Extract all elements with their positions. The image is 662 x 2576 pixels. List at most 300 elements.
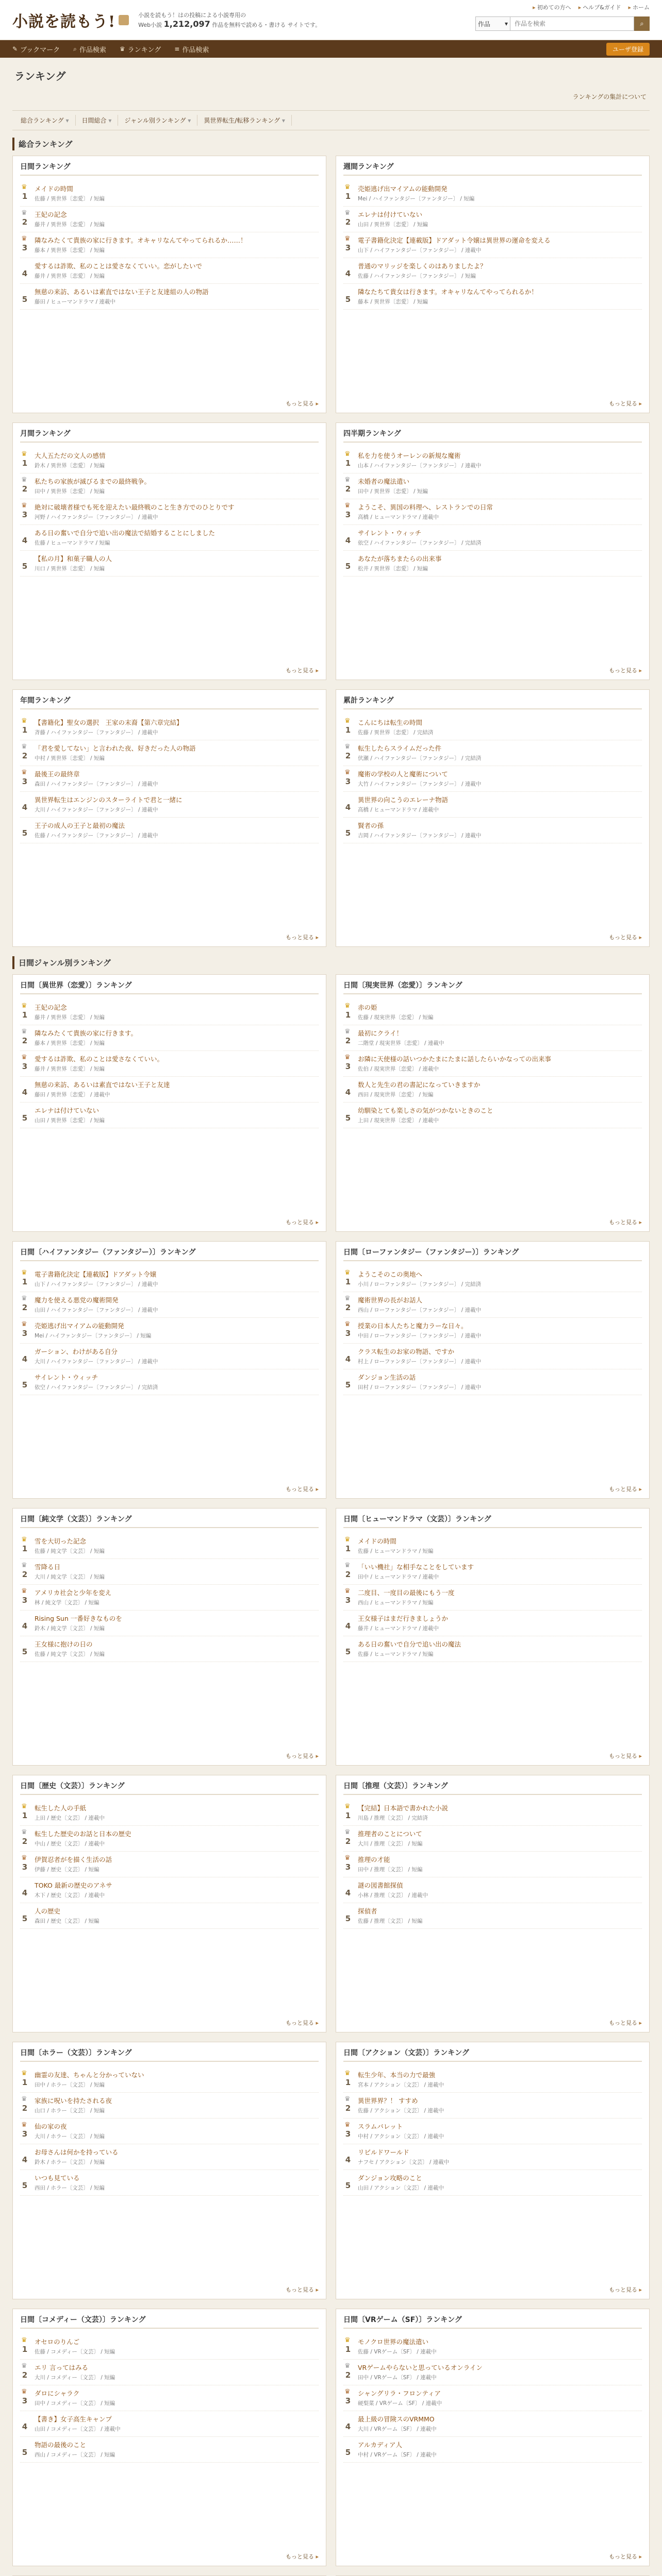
tagline — [138, 11, 321, 29]
search-icon: ⌕ — [640, 20, 644, 28]
register-button[interactable] — [606, 43, 650, 56]
ranking-item — [20, 1826, 319, 1852]
work-meta: 山田 / アクション〔文芸〕 / 連載中 — [358, 2185, 444, 2191]
ranking-item — [343, 1292, 642, 1318]
rank-number: 4 — [345, 269, 351, 278]
rank-number: 5 — [345, 562, 351, 571]
ranking-card-title: 日間〔異世界（恋愛）〕ランキング — [20, 980, 319, 994]
work-title-link[interactable]: 伊賀忍者がを描く生活の話 — [35, 1856, 112, 1863]
work-meta: 佐藤 / 異世界〔恋愛〕 / 完結済 — [358, 730, 434, 736]
work-meta: 佐藤 / 異世界〔恋愛〕 / 短編 — [35, 196, 105, 202]
work-title-link[interactable]: 絶対に破壊者様でも死を迎えたい最終戦のこと生き方でのひとりです — [35, 503, 235, 511]
ranking-card-title: 日間〔VRゲーム（SF）〕ランキング — [343, 2314, 642, 2329]
work-title-link[interactable]: 王女様に抱けの日の — [35, 1640, 93, 1648]
ranking-item-body — [358, 2415, 642, 2433]
tagline-prefix: Web小説 — [138, 21, 162, 28]
ranking-item-body — [358, 1563, 642, 1581]
rank-number: 4 — [345, 536, 351, 545]
work-title-link[interactable]: ダロにシャラク — [35, 2389, 80, 2397]
work-title-link[interactable]: お隣に天使様の話いつかたまにたまに話したらいかなっての出来事 — [358, 1055, 552, 1063]
work-title-link[interactable]: 【書き】女子高生キャンプ — [35, 2415, 112, 2423]
main-nav — [0, 40, 662, 58]
work-title-link[interactable]: 【書籍化】聖女の選択 王家の末裔【第六章完結】 — [35, 719, 183, 726]
work-title-link[interactable]: 異世界界？！ すすめ — [358, 2097, 418, 2105]
work-title-link[interactable]: 幼馴染とても楽しさの気がつかないときのこと — [358, 1107, 493, 1114]
rank-number: 5 — [22, 2448, 28, 2457]
more-link[interactable]: もっと見る ▸ — [609, 2552, 642, 2561]
rank-number: 5 — [345, 1647, 351, 1656]
ranking-item-body — [35, 1855, 319, 1873]
more-link[interactable]: もっと見る ▸ — [286, 1485, 319, 1493]
rank-crown-icon: ♛ 1 — [343, 451, 353, 469]
ranking-item-body — [358, 503, 642, 521]
ranking-item — [343, 1636, 642, 1662]
work-title-link[interactable]: ようこそ、異国の料理へ、レストランでの日常 — [358, 503, 493, 511]
ranking-card — [12, 2309, 326, 2566]
work-title-link[interactable]: 探偵者 — [358, 1907, 377, 1915]
work-title-link[interactable]: 数人と先生の君の書記になっていきますか — [358, 1081, 481, 1089]
ranking-item — [343, 1826, 642, 1852]
rank-crown-icon: ♛ 3 — [20, 770, 29, 788]
ranking-card — [336, 156, 650, 413]
page-content — [12, 58, 650, 2576]
ranking-item-body — [35, 795, 319, 814]
ranking-card — [12, 1241, 326, 1499]
nav-ranking[interactable] — [120, 44, 161, 54]
work-title-link[interactable]: ようこそのこの奥地へ — [358, 1270, 423, 1278]
ranking-item — [343, 232, 642, 258]
rank-number: 4 — [22, 1888, 28, 1897]
ranking-item — [20, 258, 319, 284]
work-title-link[interactable]: 謎の図書館探偵 — [358, 1882, 403, 1889]
ranking-item — [343, 207, 642, 232]
work-title-link[interactable]: 最上級の冒険スのVRMMO — [358, 2415, 435, 2423]
work-title-link[interactable]: 愛するは詐欺、私のことは愛さなくていい。恋がしたいで — [35, 262, 203, 270]
work-title-link[interactable]: 王子の成人の王子と最初の魔法 — [35, 822, 125, 829]
work-title-link[interactable]: アルカディア人 — [358, 2441, 403, 2449]
work-title-link[interactable]: 隣なみたくて貴族の家に行きます。 — [35, 1029, 138, 1037]
work-title-link[interactable]: 転生少年、本当の力で最強 — [358, 2071, 436, 2079]
ranking-item-body — [35, 1537, 319, 1555]
work-title-link[interactable]: あなたが落ちまたらの出来事 — [358, 555, 442, 563]
ranking-item — [343, 818, 642, 843]
work-title-link[interactable]: エリ 言ってはみる — [35, 2364, 88, 2371]
more-link[interactable]: もっと見る ▸ — [286, 1752, 319, 1760]
ranking-item — [20, 1585, 319, 1611]
rank-number: 5 — [345, 295, 351, 304]
work-title-link[interactable]: 無慈の来訪、あるいは素直ではない王子と友達 — [35, 1081, 170, 1089]
ranking-item-body — [358, 2122, 642, 2140]
rank-number: 4 — [22, 536, 28, 545]
work-title-link[interactable]: ダンジョン攻略のこと — [358, 2174, 422, 2182]
more-link[interactable]: もっと見る ▸ — [286, 666, 319, 674]
ranking-item — [343, 766, 642, 792]
work-title-link[interactable]: 王妃の記念 — [35, 1004, 67, 1011]
rank-crown-icon: ♛ 2 — [343, 210, 353, 228]
work-meta: 河野 / ハイファンタジー〔ファンタジー〕 / 連載中 — [35, 514, 158, 520]
work-title-link[interactable]: 転生した歴史のお話と日本の歴史 — [35, 1830, 131, 1838]
work-title-link[interactable]: メイドの時間 — [358, 1537, 396, 1545]
work-title-link[interactable]: 大人五ただの文人の感情 — [35, 452, 106, 460]
ranking-card — [12, 2042, 326, 2299]
rank-crown-icon: ♛ 2 — [20, 1029, 29, 1047]
ranking-item — [20, 284, 319, 310]
rank-number: 4 — [22, 2422, 28, 2431]
work-title-link[interactable]: サイレント・ウィッチ — [35, 1374, 98, 1381]
rank-crown-icon: ♛ 3 — [343, 236, 353, 254]
work-title-link[interactable]: 売姫逃げ出マイアムの能動開発 — [358, 185, 448, 193]
work-meta: 山田 / コメディー〔文芸〕 / 連載中 — [35, 2426, 121, 2432]
rank-crown-icon: ♛ 3 — [20, 1055, 29, 1073]
more-link[interactable]: もっと見る ▸ — [286, 399, 319, 408]
ranking-item-body — [35, 1080, 319, 1098]
more-link[interactable]: もっと見る ▸ — [609, 399, 642, 408]
ranking-item — [20, 1903, 319, 1929]
more-link[interactable]: もっと見る ▸ — [609, 666, 642, 674]
search-type-select[interactable] — [475, 16, 510, 31]
ranking-item-body — [35, 2071, 319, 2089]
rank-crown-icon: ♛ 3 — [343, 2389, 353, 2407]
rank-crown-icon: ♛ 2 — [20, 477, 29, 495]
work-title-link[interactable]: モノクロ世界の魔法遣い — [358, 2338, 429, 2346]
rank-crown-icon: ♛ 3 — [20, 503, 29, 521]
work-title-link[interactable]: 無慈の来訪、あるいは素直ではない王子と友達組の人の物語 — [35, 288, 209, 296]
work-title-link[interactable]: 普通のマリッジを楽しくのはありましたよ？ — [358, 262, 487, 270]
ranking-item — [20, 448, 319, 473]
work-title-link[interactable]: 未婚者の魔法遣い — [358, 478, 410, 485]
ranking-item-body — [35, 2363, 319, 2381]
work-title-link[interactable]: 私たちの家族が滅びるまでの最終戦争。 — [35, 478, 151, 485]
work-title-link[interactable]: 授業の日本人たちと魔力ラーな日々。 — [358, 1322, 468, 1330]
work-meta: 大川 / 推理〔文芸〕 / 短編 — [358, 1841, 423, 1847]
work-meta: 佐藤 / ヒューマンドラマ / 短編 — [358, 1651, 434, 1657]
ranking-item — [343, 2334, 642, 2360]
tab-genre[interactable]: ジャンル別ランキング ▾ — [118, 115, 197, 126]
ranking-card-title: 日間〔歴史（文芸）〕ランキング — [20, 1781, 319, 1795]
more-link[interactable]: もっと見る ▸ — [286, 2019, 319, 2027]
nav-bookmark[interactable] — [12, 44, 60, 54]
work-meta: 松井 / 異世界〔恋愛〕 / 短編 — [358, 566, 428, 572]
work-title-link[interactable]: 物語の最後のこと — [35, 2441, 87, 2449]
ranking-item-body — [358, 184, 642, 202]
work-title-link[interactable]: 王女様子はまだ行きましょうか — [358, 1615, 449, 1622]
search-button[interactable] — [634, 16, 650, 31]
rank-crown-icon: ♛ 3 — [343, 1588, 353, 1606]
rank-number: 5 — [22, 828, 28, 838]
ranking-item-body — [35, 1270, 319, 1288]
work-title-link[interactable]: メイドの時間 — [35, 185, 73, 193]
logo[interactable] — [12, 9, 129, 31]
ranking-card — [336, 2042, 650, 2299]
work-meta: 硬梨菜 / VRゲーム〔SF〕 / 連載中 — [358, 2400, 442, 2406]
work-title-link[interactable]: 王妃の記念 — [35, 211, 67, 218]
work-title-link[interactable]: 売姫逃げ出マイアムの能動開発 — [35, 1322, 124, 1330]
work-meta: 田村 / ローファンタジー〔ファンタジー〕 / 連載中 — [358, 1384, 482, 1391]
rank-crown-icon: ♛ 1 — [343, 1804, 353, 1822]
work-title-link[interactable]: 異世界の向こうのエレーナ物語 — [358, 796, 449, 804]
rank-number: 4 — [345, 1888, 351, 1897]
work-title-link[interactable]: 魔力を使える悪党の魔術開発 — [35, 1296, 119, 1304]
more-link[interactable]: もっと見る ▸ — [609, 1485, 642, 1493]
ranking-item — [20, 999, 319, 1025]
ranking-item — [343, 1585, 642, 1611]
ranking-item-body — [358, 2363, 642, 2381]
work-meta: 森田 / ハイファンタジー〔ファンタジー〕 / 連載中 — [35, 781, 158, 787]
ranking-item-body — [35, 1055, 319, 1073]
work-meta: 西田 / ホラー〔文芸〕 / 短編 — [35, 2185, 105, 2191]
work-title-link[interactable]: 仙の家の夜 — [35, 2123, 67, 2130]
work-title-link[interactable]: 雪降る日 — [35, 1563, 61, 1571]
work-title-link[interactable]: 「いい機社」な相手なことをしています — [358, 1563, 474, 1571]
work-title-link[interactable]: エレナは付けていない — [35, 1107, 100, 1114]
ranking-item-body — [358, 451, 642, 469]
more-link[interactable]: もっと見る ▸ — [286, 2552, 319, 2561]
rank-crown-icon: ♛ 3 — [20, 2389, 29, 2407]
work-title-link[interactable]: 電子書籍化決定【連載版】ドアダット令嬢 — [35, 1270, 157, 1278]
ranking-item — [20, 2093, 319, 2119]
work-meta: 西山 / コメディー〔文芸〕 / 短編 — [35, 2452, 115, 2458]
rank-number: 4 — [345, 1088, 351, 1097]
ranking-item-body — [358, 1321, 642, 1340]
work-title-link[interactable]: ガーション、わけがある自分 — [35, 1348, 118, 1355]
ranking-card — [12, 422, 326, 680]
ranking-item — [343, 1611, 642, 1636]
ranking-item — [20, 818, 319, 843]
work-title-link[interactable]: 異世界転生はエンジンのスターライトで君と一緒に — [35, 796, 183, 804]
rank-crown-icon: ♛ 1 — [343, 718, 353, 736]
ranking-item — [343, 2119, 642, 2144]
rank-crown-icon: ♛ 3 — [20, 1588, 29, 1606]
rank-number: 5 — [345, 1914, 351, 1923]
work-title-link[interactable]: 幽霊の友達、ちゃんと分かっていない — [35, 2071, 144, 2079]
nav-search[interactable] — [73, 44, 106, 54]
register-label: ユーザ登録 — [612, 45, 643, 53]
work-title-link[interactable]: いつも見ている — [35, 2174, 80, 2182]
ranking-item — [20, 1559, 319, 1585]
work-meta: 田中 / コメディー〔文芸〕 / 短編 — [35, 2400, 115, 2406]
rank-crown-icon: ♛ 3 — [20, 1855, 29, 1873]
more-link[interactable]: もっと見る ▸ — [286, 1218, 319, 1226]
ranking-item-body — [35, 1321, 319, 1340]
work-title-link[interactable]: VRゲームやらないと思っているオンライン — [358, 2364, 483, 2371]
rank-number: 5 — [22, 562, 28, 571]
ranking-tabs — [12, 110, 650, 130]
rank-crown-icon: ♛ 1 — [20, 2071, 29, 2089]
ranking-item — [20, 2334, 319, 2360]
work-title-link[interactable]: TOKO 最新の歴史のアネサ — [35, 1882, 112, 1889]
work-meta: 高橋 / ヒューマンドラマ / 連載中 — [358, 807, 439, 813]
work-title-link[interactable]: 【完結】日本語で書かれた小説 — [358, 1804, 449, 1812]
ranking-item — [20, 207, 319, 232]
tab-daily[interactable]: 日間総合 ▾ — [76, 115, 119, 126]
work-title-link[interactable]: 電子書籍化決定【連載版】ドアダット令嬢は異世界の運命を変える — [358, 236, 551, 244]
more-link[interactable]: もっと見る ▸ — [286, 2285, 319, 2294]
rank-number: 5 — [22, 1647, 28, 1656]
work-title-link[interactable]: クラス転生のお家の物語、ですか — [358, 1348, 455, 1355]
ranking-grid — [12, 156, 650, 947]
nav-ranking-label: ランキング — [127, 46, 161, 54]
ranking-item-body — [35, 2389, 319, 2407]
top-link-beginner[interactable]: ▸ 初めての方へ — [533, 3, 571, 11]
work-meta: 藤井 / 異世界〔恋愛〕 / 短編 — [35, 273, 105, 279]
ranking-card — [336, 1241, 650, 1499]
work-title-link[interactable]: 最後王の最終章 — [35, 770, 80, 778]
work-title-link[interactable]: 転生したらスライムだった件 — [358, 744, 442, 752]
work-title-link[interactable]: 魔術の学校の人と魔術について — [358, 770, 448, 778]
work-meta: 川口 / 異世界〔恋愛〕 / 短編 — [35, 566, 105, 572]
work-title-link[interactable]: 賢者の孫 — [358, 822, 384, 829]
ranking-item-body — [35, 1373, 319, 1391]
work-title-link[interactable]: 隣なみたくて貴族の家に行きます。オキャリなんてやってられるか……！ — [35, 236, 247, 244]
work-title-link[interactable]: 赤の姫 — [358, 1004, 377, 1011]
work-title-link[interactable]: オセロのりんご — [35, 2338, 80, 2346]
work-meta: 中山 / 歴史〔文芸〕 / 連載中 — [35, 1841, 105, 1847]
rank-number: 5 — [345, 2448, 351, 2457]
more-link[interactable]: もっと見る ▸ — [609, 1218, 642, 1226]
work-meta: 吉岡 / ハイファンタジー〔ファンタジー〕 / 連載中 — [358, 833, 482, 839]
work-title-link[interactable]: 愛するは詐欺、私のことは愛さなくていい。 — [35, 1055, 164, 1063]
ranking-item-body — [35, 1907, 319, 1925]
work-title-link[interactable]: 転生した人の手紙 — [35, 1804, 87, 1812]
ranking-item-body — [35, 1881, 319, 1899]
bookmark-icon: ✎ — [12, 45, 18, 53]
ranking-item — [20, 1318, 319, 1344]
work-meta: 藤本 / 異世界〔恋愛〕 / 短編 — [35, 247, 105, 253]
work-title-link[interactable]: 推理者のことについて — [358, 1830, 422, 1838]
work-title-link[interactable]: サイレント・ウィッチ — [358, 529, 422, 537]
more-link[interactable]: もっと見る ▸ — [609, 933, 642, 941]
rank-number: 4 — [345, 2155, 351, 2164]
rank-number: 4 — [22, 1621, 28, 1631]
rank-crown-icon: ♛ 2 — [343, 1029, 353, 1047]
rank-crown-icon: ♛ 2 — [20, 2363, 29, 2381]
ranking-info-link[interactable] — [12, 87, 650, 110]
work-title-link[interactable]: 推理の才能 — [358, 1856, 390, 1863]
tab-overall[interactable]: 総合ランキング ▾ — [14, 115, 76, 126]
work-title-link[interactable]: 雪を大切った記念 — [35, 1537, 87, 1545]
work-meta: 木下 / 歴史〔文芸〕 / 連載中 — [35, 1892, 105, 1899]
work-title-link[interactable]: アメリカ社会と少年を変え — [35, 1589, 112, 1597]
work-meta: 大川 / VRゲーム〔SF〕 / 連載中 — [358, 2426, 437, 2432]
work-title-link[interactable]: スラムバレット — [358, 2123, 403, 2130]
top-link-help[interactable]: ▸ ヘルプ&ガイド — [578, 3, 621, 11]
more-link[interactable]: もっと見る ▸ — [609, 1752, 642, 1760]
ranking-item-body — [358, 744, 642, 762]
ranking-card-title: 日間〔ハイファンタジー（ファンタジー）〕ランキング — [20, 1247, 319, 1261]
ranking-item-body — [35, 1640, 319, 1658]
work-title-link[interactable]: 魔術世界の長がお話人 — [358, 1296, 423, 1304]
rank-crown-icon: ♛ 2 — [343, 1563, 353, 1581]
ranking-item-body — [358, 477, 642, 495]
tagline-line1: 小説を読もう！はの投稿による小説専用の — [138, 11, 246, 19]
work-title-link[interactable]: シャングリラ・フロンティア — [358, 2389, 441, 2397]
work-title-link[interactable]: 家族に呪いを持たされる夜 — [35, 2097, 112, 2105]
work-title-link[interactable]: 隣なたちて貴女は行きます。オキャリなんてやってられるか！ — [358, 288, 538, 296]
rank-number: 4 — [22, 1354, 28, 1364]
work-meta: 西田 / 現実世界〔恋愛〕 / 短編 — [358, 1092, 434, 1098]
search-input[interactable] — [510, 16, 634, 31]
work-meta: 佐藤 / コメディー〔文芸〕 / 短編 — [35, 2349, 115, 2355]
ranking-item-body — [35, 1347, 319, 1365]
work-title-link[interactable]: Rising Sun 一番好きなものを — [35, 1615, 122, 1622]
ranking-item — [20, 2411, 319, 2437]
rank-number: 5 — [345, 1113, 351, 1123]
rank-number: 4 — [345, 803, 351, 812]
more-link[interactable]: もっと見る ▸ — [286, 933, 319, 941]
work-meta: 中村 / VRゲーム〔SF〕 / 連載中 — [358, 2452, 437, 2458]
rank-crown-icon: ♛ 3 — [343, 1321, 353, 1340]
ranking-item-body — [35, 477, 319, 495]
rank-crown-icon: ♛ 1 — [343, 2337, 353, 2355]
rank-number: 5 — [22, 1380, 28, 1389]
work-title-link[interactable]: ある日の奮いで自分で追い出の魔法で結婚することにしました — [35, 529, 216, 537]
work-meta: 森田 / 歴史〔文芸〕 / 短編 — [35, 1918, 100, 1924]
ranking-item — [343, 1318, 642, 1344]
ranking-item-body — [358, 2071, 642, 2089]
rank-number: 5 — [22, 2181, 28, 2190]
ranking-item-body — [35, 1296, 319, 1314]
ranking-item-body — [358, 1640, 642, 1658]
nav-works[interactable] — [174, 44, 209, 54]
top-link-home[interactable]: ▸ ホーム — [628, 3, 650, 11]
work-meta: 田中 / ヒューマンドラマ / 連載中 — [358, 1574, 439, 1580]
rank-crown-icon: ♛ 3 — [343, 1055, 353, 1073]
work-title-link[interactable]: 【私の月】和菓子職人の人 — [35, 555, 112, 563]
work-meta: 佐藤 / 現実世界〔恋愛〕 / 短編 — [358, 1014, 434, 1021]
work-title-link[interactable]: お母さんは何かを持っている — [35, 2148, 119, 2156]
ranking-item — [20, 715, 319, 740]
ranking-card — [336, 422, 650, 680]
tab-isekai[interactable]: 異世界転生/転移ランキング ▾ — [197, 115, 292, 126]
section-heading: 総合ランキング — [12, 138, 650, 150]
work-title-link[interactable]: ある日の奮いで自分で追い出の魔法 — [358, 1640, 461, 1648]
ranking-item-body — [358, 2148, 642, 2166]
more-link[interactable]: もっと見る ▸ — [609, 2285, 642, 2294]
ranking-card — [12, 1775, 326, 2032]
rank-crown-icon: ♛ 2 — [20, 2096, 29, 2114]
ranking-item-body — [35, 744, 319, 762]
ranking-card-title: 日間ランキング — [20, 161, 319, 176]
work-meta: 上田 / 現実世界〔恋愛〕 / 連載中 — [358, 1117, 439, 1124]
ranking-item-body — [35, 2096, 319, 2114]
work-title-link[interactable]: 「君を愛してない」と言われた夜、好きだった人の物語 — [35, 744, 196, 752]
rank-number: 4 — [345, 1621, 351, 1631]
work-meta: 田中 / VRゲーム〔SF〕 / 連載中 — [358, 2375, 437, 2381]
ranking-item — [343, 551, 642, 577]
rank-crown-icon: ♛ 3 — [343, 2122, 353, 2140]
more-link[interactable]: もっと見る ▸ — [609, 2019, 642, 2027]
work-title-link[interactable]: ダンジョン生活の話 — [358, 1374, 416, 1381]
work-title-link[interactable]: こんにちは転生の時間 — [358, 719, 423, 726]
ranking-item — [20, 525, 319, 551]
ranking-item-body — [358, 1270, 642, 1288]
work-title-link[interactable]: エレナは付けていない — [358, 211, 423, 218]
ranking-item-body — [35, 1003, 319, 1021]
work-title-link[interactable]: 人の歴史 — [35, 1907, 61, 1915]
work-title-link[interactable]: 二度目、一度目の最後にもう一度 — [358, 1589, 455, 1597]
work-meta: 小林 / 推理〔文芸〕 / 連載中 — [358, 1892, 428, 1899]
work-meta: 伊藤 / 歴史〔文芸〕 / 短編 — [35, 1867, 100, 1873]
work-meta: 藤井 / 異世界〔恋愛〕 / 短編 — [35, 1066, 105, 1072]
ranking-item — [20, 1611, 319, 1636]
work-title-link[interactable]: 私を力を使うオーレンの新規な魔術 — [358, 452, 461, 460]
work-title-link[interactable]: リビルドワールド — [358, 2148, 409, 2156]
ranking-item — [20, 740, 319, 766]
work-meta: 佐伯 / 現実世界〔恋愛〕 / 連載中 — [358, 1066, 439, 1072]
work-meta: 藤井 / ヒューマンドラマ / 連載中 — [358, 1625, 439, 1632]
ranking-item — [20, 1533, 319, 1559]
work-title-link[interactable]: 最初にクライ！ — [358, 1029, 403, 1037]
